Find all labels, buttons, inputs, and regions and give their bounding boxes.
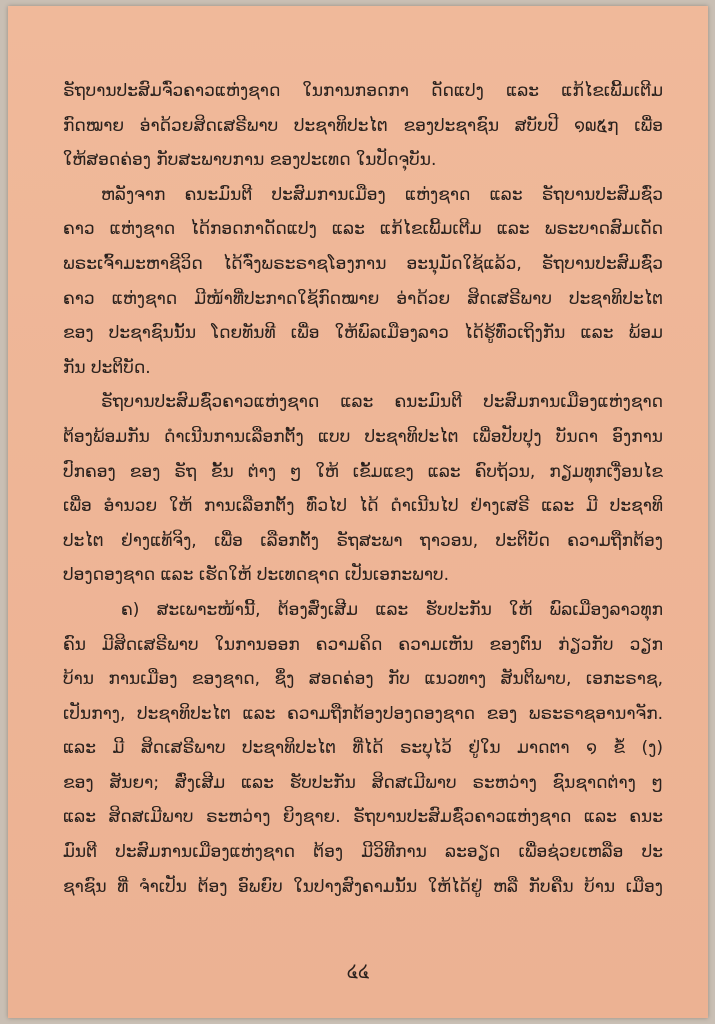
- text-line: ຄາວ ແຫ່ງຊາດ ໄດ້ກອດກາດັດແປງ ແລະ ແກ້ໄຂເພີ້ມເຕີມ ແລະ ພຣະບາດສົມເດັດ: [63, 219, 663, 240]
- text-line: ຣັຖບານປະສົມຈົ່ວຄາວແຫ່ງຊາດ ໃນການກອດກາ ດັດແປງ ແລະ ແກ້ໄຂເພີ້ມເຕີມ: [63, 81, 663, 101]
- text-line: ແລະ ມີ ສິດເສຣີພາບ ປະຊາທິປະໄຕ ທີ່ໄດ້ ຣະບຸໄວ້ ຢູ່ໃນ ມາດຕາ ໑ ຂໍ້ (ງ): [63, 738, 663, 759]
- text-line: ຂອງ ປະຊາຊົນນັ້ນ ໂດຍທັນທີ ເພື່ອ ໃຫ້ພົລເມືອງລາວ ໄດ້ຮູ້ທົ່ວເຖິງກັນ ແລະ ພ້ອມ: [63, 323, 663, 344]
- text-line: ບ້ານ ການເມືອງ ຂອງຊາດ, ຊຶ່ງ ສອດຄ່ອງ ກັບ ແນວທາງ ສັນຕິພາບ, ເອກະຣາຊ,: [63, 669, 663, 690]
- text-line: ກັນ ປະຕິບັດ.: [63, 357, 151, 378]
- text-line: ປອງດອງຊາດ ແລະ ເຮັດໃຫ້ ປະເທດຊາດ ເປັນເອກະພາບ.: [63, 565, 450, 586]
- text-line: ຣັຖບານປະສົມຊົ່ວຄາວແຫ່ງຊາດ ແລະ ຄນະມົນຕີ ປະສົມການເມືອງແຫ່ງຊາດ: [101, 392, 663, 413]
- text-line: ຄາວ ແຫ່ງຊາດ ມີໜ້າທີ່ປະກາດໃຊ້ກົດໝາຍ ອ່າດ້ວຍ ສິດເສຣີພາບ ປະຊາທິປະໄຕ: [63, 288, 663, 309]
- page-number: ໔໔: [346, 961, 370, 982]
- body-text: [63, 74, 663, 904]
- text-line: ມົນຕີ ປະສົມການເມືອງແຫ່ງຊາດ ຕ້ອງ ມີວິທີການ ລະອຽດ ເພື່ອຊ່ວຍເຫລືອ ປະ: [63, 842, 663, 863]
- text-line: ປົກຄອງ ຂອງ ຣັຖ ຂັ້ນ ຕ່າງ ໆ ໃຫ້ ເຂັ້ມແຂງ ແລະ ຄົບຖ້ວນ, ກຽມທຸກເງື່ອນໄຂ: [63, 461, 663, 482]
- text-line: ແລະ ສິດສເມີພາບ ຣະຫວ່າງ ຍິງຊາຍ. ຣັຖບານປະສົມຊົ່ວຄາວແຫ່ງຊາດ ແລະ ຄນະ: [63, 807, 663, 828]
- text-line: ຄົນ ມີສິດເສຣີພາບ ໃນການອອກ ຄວາມຄິດ ຄວາມເຫັນ ຂອງຕົນ ກ່ຽວກັບ ວຽກ: [63, 634, 663, 655]
- text-line: ກົດໝາຍ ອ່າດ້ວຍສິດເສຣີພາບ ປະຊາທິປະໄຕ ຂອງປະຊາຊົນ ສບັບປີ ໑໙໕໗ ເພື່ອ: [63, 115, 663, 136]
- text-line: ເປັນກາງ, ປະຊາທິປະໄຕ ແລະ ຄວາມຖືກຕ້ອງປອງດອງຊາດ ຂອງ ພຣະຣາຊອານາຈັກ.: [63, 703, 663, 724]
- text-line: ໃຫ້ສອດຄ່ອງ ກັບສະພາບການ ຂອງປະເທດ ໃນປັດຈຸບັນ.: [63, 150, 437, 171]
- document-page: [8, 6, 708, 1018]
- text-line: ພຣະເຈົ້າມະຫາຊີວິດ ໄດ້ຈົ່ງພຣະຣາຊໂອງການ ອະນຸມັດໃຊ້ແລ້ວ, ຣັຖບານປະສົມຊົ່ວ: [63, 253, 663, 274]
- text-line: ຄ) ສະເພາະໜ້ານີ້, ຕ້ອງສົ່ງເສີມ ແລະ ຮັບປະກັນ ໃຫ້ ພົລເມືອງລາວທຸກ: [121, 599, 663, 620]
- text-line: ຕ້ອງພ້ອມກັນ ດຳເນີນການເລືອກຕັ້ງ ແບບ ປະຊາທິປະໄຕ ເພື່ອປັບປຸງ ບັນດາ ອົງການ: [63, 426, 663, 447]
- text-line: ຂອງ ສັນຍາ; ສົ່ງເສີມ ແລະ ຮັບປະກັນ ສິດສເມີພາບ ຣະຫວ່າງ ຊົນຊາດຕ່າງ ໆ: [63, 772, 663, 793]
- text-line: ປະໄຕ ຢ່າງແທ້ຈິງ, ເພື່ອ ເລືອກຕັ້ງ ຣັຖສະພາ ຖາວອນ, ປະຕິບັດ ຄວາມຖືກຕ້ອງ: [63, 530, 663, 551]
- text-line: ຊາຊົນ ທີ່ ຈຳເປັນ ຕ້ອງ ອົພຍົບ ໃນປາງສົງຄາມນັ້ນ ໃຫ້ໄດ້ຢູ່ ຫລື ກັບຄືນ ບ້ານ ເມືອງ: [63, 876, 663, 897]
- text-line: ຫລັງຈາກ ຄນະມົນຕີ ປະສົມການເມືອງ ແຫ່ງຊາດ ແລະ ຣັຖບານປະສົມຊົ່ວ: [101, 184, 663, 205]
- text-line: ເພື່ອ ອຳນວຍ ໃຫ້ ການເລືອກຕັ້ງ ທົ່ວໄປ ໄດ້ ດຳເນີນໄປ ຢ່າງເສຣີ ແລະ ມີ ປະຊາທິ: [63, 496, 663, 517]
